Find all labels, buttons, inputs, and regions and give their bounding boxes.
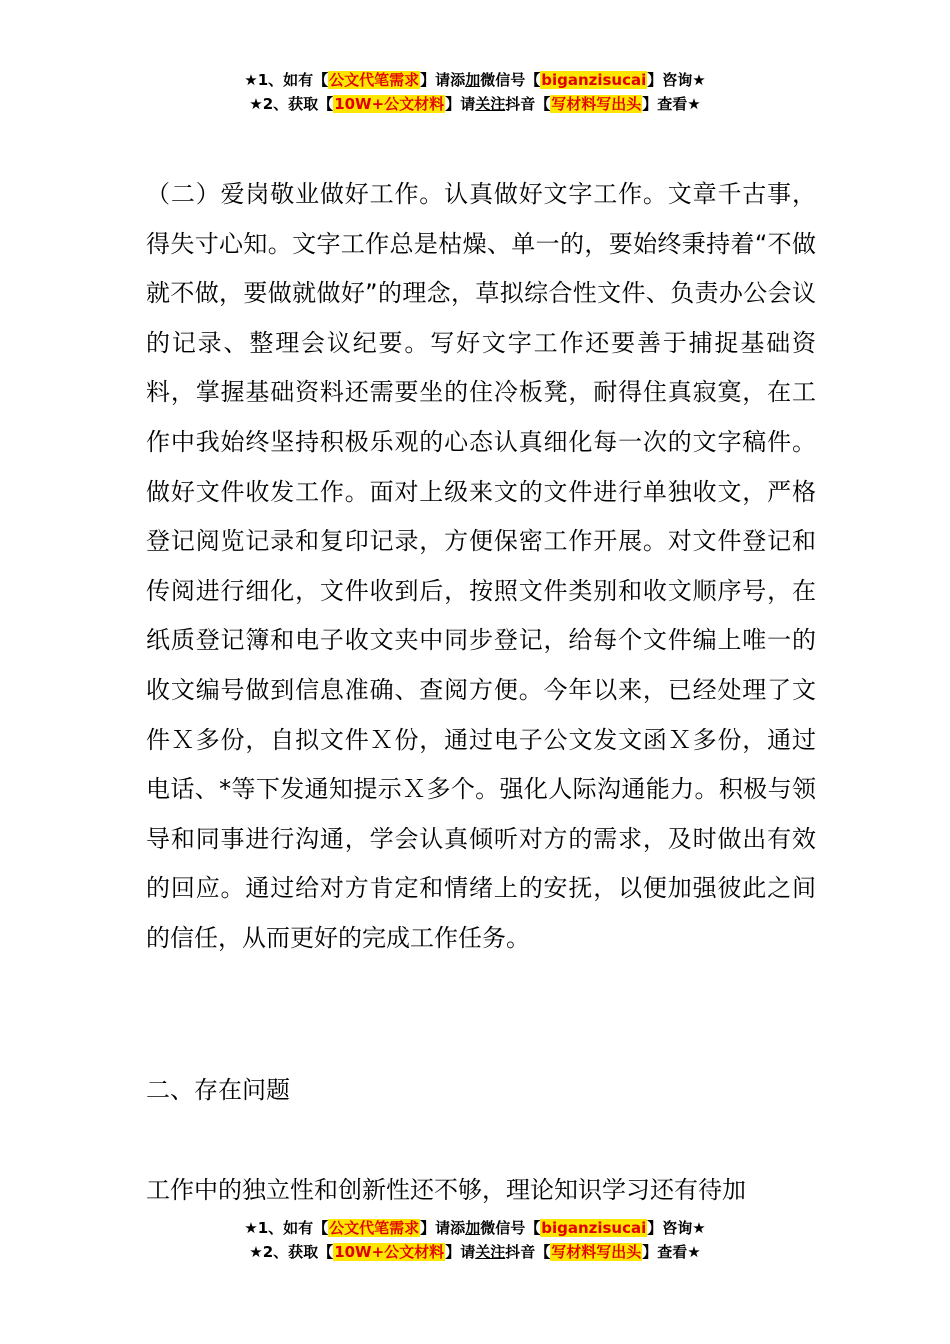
highlight-writing-service: 公文代笔需求 — [329, 71, 420, 89]
highlight-douyin-account: 写材料写出头 — [551, 95, 642, 113]
promo-line-2: ★2、获取【10W+公文材料】请关注抖音【写材料写出头】查看★ — [249, 95, 701, 113]
promo-line-2: ★2、获取【10W+公文材料】请关注抖音【写材料写出头】查看★ — [249, 1243, 701, 1261]
document-body — [146, 170, 816, 964]
section-heading: 二、存在问题 — [146, 1076, 290, 1104]
body-paragraph-continued: 工作中的独立性和创新性还不够，理论知识学习还有待加 — [146, 1176, 746, 1204]
highlight-materials: 10W+公文材料 — [334, 1243, 445, 1261]
promo-banner-bottom — [0, 1216, 950, 1264]
body-paragraph: （二）爱岗敬业做好工作。认真做好文字工作。文章千古事，得失寸心知。文字工作总是枯燥、单一的，要始终秉持着“不做就不做，要做就做好”的理念，草拟综合性文件、负责办公会议的记录、整理会议纪要。写好文字工作还要善于捕捉基础资料，掌握基础资料还需要坐的住冷板凳，耐得住真寂寞，在工作中我始终坚持积极乐观的心态认真细化每一次的文字稿件。做好文件收发工作。面对上级来文的文件进行单独收文，严格登记阅览记录和复印记录，方便保密工作开展。对文件登记和传阅进行细化，文件收到后，按照文件类别和收文顺序号，在纸质登记簿和电子收文夹中同步登记，给每个文件编上唯一的收文编号做到信息准确、查阅方便。今年以来，已经处理了文件Ｘ多份，自拟文件Ｘ份，通过电子公文发文函Ｘ多份，通过电话、*等下发通知提示Ｘ多个。强化人际沟通能力。积极与领导和同事进行沟通，学会认真倾听对方的需求，及时做出有效的回应。通过给对方肯定和情绪上的安抚，以便加强彼此之间的信任，从而更好的完成工作任务。 — [146, 180, 816, 952]
promo-banner-top — [0, 68, 950, 116]
promo-line-1: ★1、如有【公文代笔需求】请添加微信号【biganzisucai】咨询★ — [244, 1219, 706, 1237]
highlight-douyin-account: 写材料写出头 — [551, 1243, 642, 1261]
highlight-materials: 10W+公文材料 — [334, 95, 445, 113]
highlight-wechat-id: biganzisucai — [541, 71, 647, 89]
highlight-writing-service: 公文代笔需求 — [329, 1219, 420, 1237]
promo-line-1: ★1、如有【公文代笔需求】请添加微信号【biganzisucai】咨询★ — [244, 71, 706, 89]
highlight-wechat-id: biganzisucai — [541, 1219, 647, 1237]
